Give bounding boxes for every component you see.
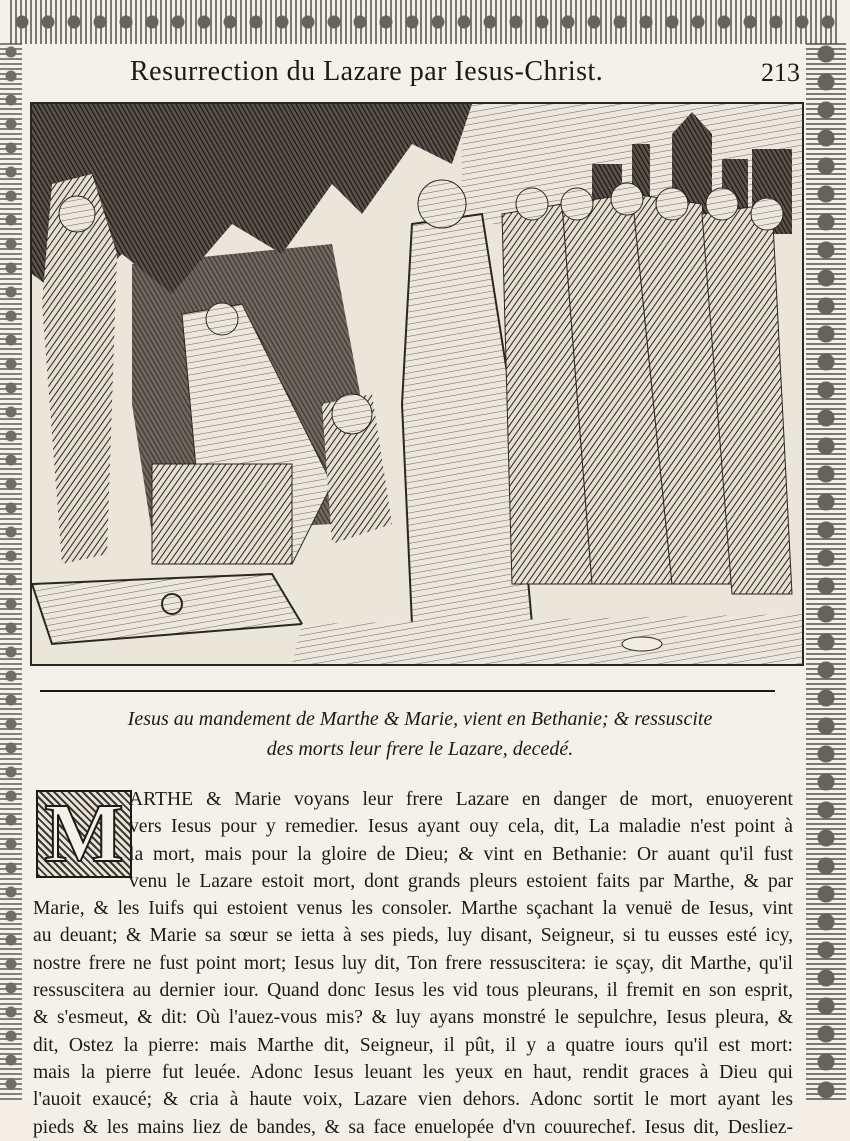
page-number: 213: [761, 58, 800, 87]
crowd-figures: [502, 194, 792, 594]
woodcut-scene: [32, 104, 802, 664]
text-line: la mort, mais pour la gloire de Dieu; & vint en Bethanie: Or auant qu'il fust: [129, 843, 793, 865]
text-line: dit, Ostez la pierre: mais Marthe dit, Seigneur, il pût, il y a quatre iours qu'il est mort:: [33, 1034, 793, 1056]
text-line: pieds & les mains liez de bandes, & sa face enuelopée d'vn couurechef. Iesus dit, Desliez-: [33, 1116, 793, 1138]
text-line: venu le Lazare estoit mort, dont grands pleurs estoient faits par Marthe, & par: [129, 870, 793, 892]
caption-rule: [40, 690, 775, 692]
caption-line: Iesus au mandement de Marthe & Marie, vient en Bethanie; & ressuscite: [127, 708, 713, 730]
initial-letter: M: [44, 787, 124, 880]
running-header: [40, 52, 800, 98]
text-line: mais la pierre fut leuée. Adonc Iesus leuant les yeux en haut, rendit graces à Dieu qui: [33, 1061, 793, 1083]
woodcut-illustration: [30, 102, 804, 666]
caption-line: des morts leur frere le Lazare, decedé.: [266, 738, 574, 760]
text-line: ARTHE & Marie voyans leur frere Lazare en danger de mort, enuoyerent: [129, 789, 793, 810]
text-line: au deuant; & Marie sa sœur se ietta à ses pieds, luy disant, Seigneur, si tu eusses esté icy,: [33, 925, 793, 947]
text-line: ressuscitera au dernier iour. Quand donc Iesus les vid tous pleurans, il fremit en son esprit,: [33, 980, 793, 1002]
page-title: Resurrection du Lazare par Iesus-Christ.: [130, 56, 604, 87]
ornamental-border-left: [0, 40, 22, 1100]
text-line: vers Iesus pour y remedier. Iesus ayant ouy cela, dit, La maladie n'est point à: [129, 816, 793, 838]
illustration-caption: [70, 704, 770, 764]
body-text: [33, 786, 793, 1141]
text-line: nostre frere ne fust point mort; Iesus luy dit, Ton frere ressuscitera: ie sçay, dit Marthe, qu'il: [33, 952, 793, 974]
text-line: l'auoit exaucé; & cria à haute voix, Lazare vien dehors. Adonc sortit le mort ayant les: [33, 1089, 793, 1111]
text-line: & s'esmeut, & dit: Où l'auez-vous mis? & luy ayans monstré le sepulchre, Iesus pleura, &: [33, 1007, 793, 1029]
ornamental-border-right: [806, 40, 846, 1100]
text-line: Marie, & les Iuifs qui estoient venus les consoler. Marthe sçachant la venuë de Iesus, vint: [33, 898, 793, 920]
ornamental-border-top: [10, 0, 840, 44]
